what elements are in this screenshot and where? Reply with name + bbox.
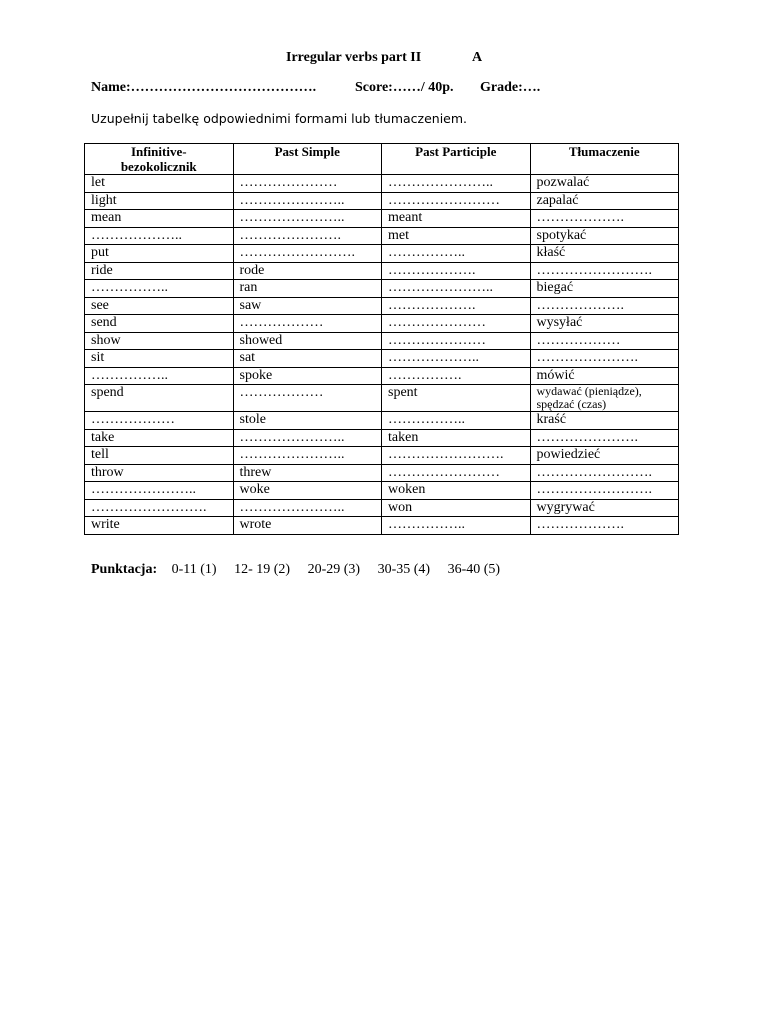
cell-infinitive: ride [85,262,234,280]
cell-past-participle: taken [382,429,531,447]
cell-infinitive: light [85,192,234,210]
cell-infinitive: let [85,175,234,193]
table-row [85,280,679,298]
cell-past-participle: ……………….. [382,350,531,368]
cell-infinitive: write [85,517,234,535]
cell-past-participle: …………………… [382,192,531,210]
cell-past-simple: …………………. [233,227,382,245]
header-infinitive: Infinitive- bezokolicznik [85,144,234,175]
table-row [85,429,679,447]
cell-past-simple: ran [233,280,382,298]
cell-translation: wygrywać [530,499,679,517]
cell-translation: ……………………. [530,464,679,482]
cell-past-simple: sat [233,350,382,368]
cell-past-simple: ……………… [233,315,382,333]
instruction-text: Uzupełnij tabelkę odpowiednimi formami lub tłumaczeniem. [91,111,468,126]
student-info-line [0,80,768,100]
scoring-scale [91,562,514,578]
cell-infinitive: send [85,315,234,333]
cell-past-simple: showed [233,332,382,350]
table-row [85,499,679,517]
cell-translation: …………………. [530,429,679,447]
cell-past-simple: spoke [233,367,382,385]
cell-translation: powiedzieć [530,447,679,465]
table-row [85,517,679,535]
table-row [85,297,679,315]
cell-past-participle: ………………. [382,297,531,315]
cell-past-participle: ………………… [382,315,531,333]
cell-past-simple: rode [233,262,382,280]
cell-infinitive: throw [85,464,234,482]
cell-past-simple: ………………….. [233,192,382,210]
cell-infinitive: ……………………. [85,499,234,517]
cell-past-simple: ………………….. [233,210,382,228]
cell-past-simple: ………………… [233,175,382,193]
cell-past-participle: ………………. [382,262,531,280]
cell-past-simple: wrote [233,517,382,535]
cell-translation: ……………… [530,332,679,350]
cell-past-participle: spent [382,385,531,412]
cell-translation: mówić [530,367,679,385]
table-row [85,350,679,368]
title-line [0,50,768,70]
cell-past-simple: ………………….. [233,499,382,517]
cell-infinitive: ……………… [85,412,234,430]
cell-translation: ……………………. [530,262,679,280]
cell-infinitive: put [85,245,234,263]
table-row [85,210,679,228]
table-row [85,332,679,350]
grade-field: Grade:…. [480,80,541,95]
cell-translation: wysyłać [530,315,679,333]
name-field: Name:…………………………………. [91,80,317,95]
cell-translation: ………………. [530,517,679,535]
header-translation: Tłumaczenie [530,144,679,175]
cell-past-participle: …………….. [382,517,531,535]
irregular-verbs-table [84,143,679,535]
header-past-participle: Past Participle [382,144,531,175]
cell-translation: kraść [530,412,679,430]
table-row [85,315,679,333]
cell-infinitive: show [85,332,234,350]
table-row [85,412,679,430]
cell-translation: wydawać (pieniądze), spędzać (czas) [530,385,679,412]
cell-translation: ………………. [530,210,679,228]
cell-translation: zapalać [530,192,679,210]
header-past-simple: Past Simple [233,144,382,175]
scoring-range: 36-40 (5) [447,562,501,577]
cell-past-participle: met [382,227,531,245]
cell-infinitive: see [85,297,234,315]
cell-translation: ……………………. [530,482,679,500]
cell-translation: pozwalać [530,175,679,193]
cell-infinitive: take [85,429,234,447]
cell-infinitive: spend [85,385,234,412]
cell-past-participle: ………………….. [382,175,531,193]
cell-translation: kłaść [530,245,679,263]
scoring-range: 0-11 (1) [171,562,217,577]
cell-past-simple: threw [233,464,382,482]
cell-translation: spotykać [530,227,679,245]
cell-past-participle: ……………. [382,367,531,385]
cell-infinitive: mean [85,210,234,228]
table-header-row [85,144,679,175]
cell-translation: …………………. [530,350,679,368]
table-row [85,175,679,193]
cell-past-participle: meant [382,210,531,228]
cell-past-participle: …………….. [382,245,531,263]
cell-past-simple: woke [233,482,382,500]
cell-past-participle: …………….. [382,412,531,430]
table-row [85,367,679,385]
scoring-range: 12- 19 (2) [234,562,291,577]
scoring-range: 20-29 (3) [307,562,361,577]
table-row [85,482,679,500]
scoring-label: Punktacja: [91,562,158,577]
cell-past-simple: ……………………. [233,245,382,263]
table-row [85,385,679,412]
cell-infinitive: …………….. [85,367,234,385]
table-row [85,192,679,210]
cell-past-participle: woken [382,482,531,500]
cell-past-simple: saw [233,297,382,315]
score-field: Score:……/ 40p. [355,80,454,95]
cell-past-participle: won [382,499,531,517]
cell-infinitive: …………….. [85,280,234,298]
table-row [85,447,679,465]
worksheet-variant: A [472,50,483,65]
cell-infinitive: tell [85,447,234,465]
scoring-range: 30-35 (4) [377,562,431,577]
worksheet-title: Irregular verbs part II [286,50,422,65]
cell-past-participle: ………………….. [382,280,531,298]
table-row [85,245,679,263]
cell-translation: ………………. [530,297,679,315]
table-row [85,227,679,245]
cell-infinitive: ……………….. [85,227,234,245]
cell-infinitive: sit [85,350,234,368]
cell-past-simple: stole [233,412,382,430]
cell-past-participle: ……………………. [382,447,531,465]
cell-past-simple: ……………… [233,385,382,412]
cell-past-simple: ………………….. [233,447,382,465]
cell-translation: biegać [530,280,679,298]
table-row [85,262,679,280]
cell-past-simple: ………………….. [233,429,382,447]
cell-past-participle: …………………… [382,464,531,482]
table-row [85,464,679,482]
cell-infinitive: ………………….. [85,482,234,500]
cell-past-participle: ………………… [382,332,531,350]
